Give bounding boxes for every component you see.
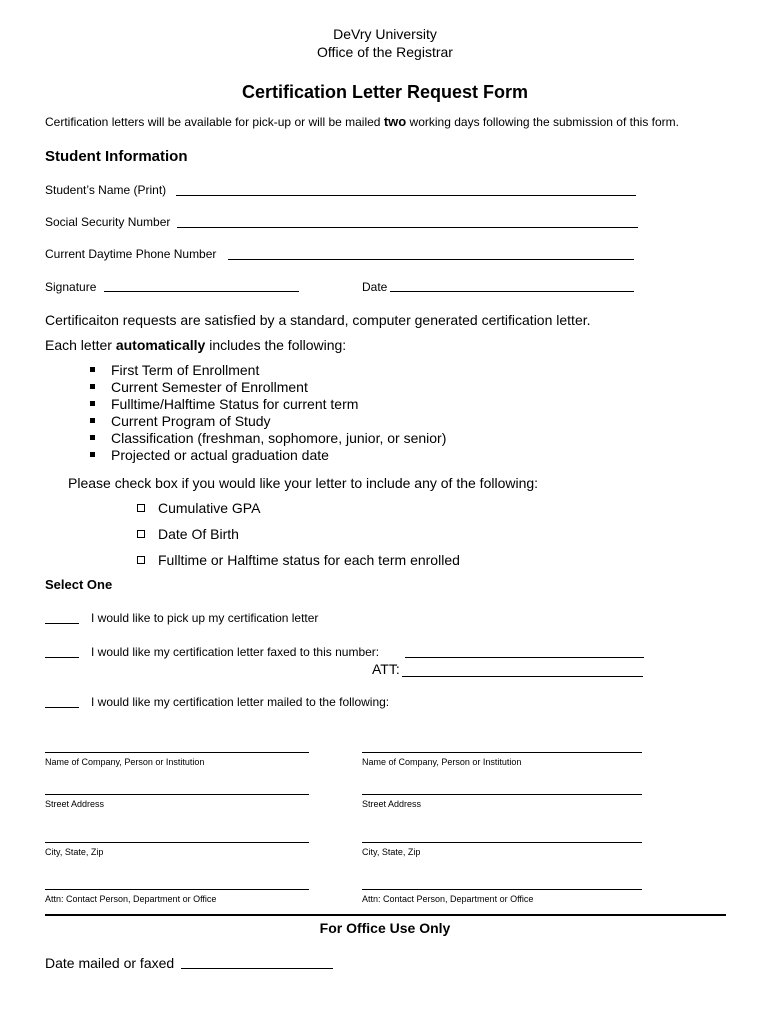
attn-label-left: Attn: Contact Person, Department or Office <box>45 894 217 904</box>
city-state-zip-label-right: City, State, Zip <box>362 847 421 857</box>
form-title: Certification Letter Request Form <box>241 82 529 102</box>
automatic-includes-text: Each letter automatically includes the following: <box>45 337 347 353</box>
date-mailed-label: Date mailed or faxed <box>45 955 175 971</box>
option-dob[interactable]: Date Of Birth <box>137 526 239 542</box>
att-label: ATT: <box>372 661 400 677</box>
bullet-icon <box>90 418 95 423</box>
ssn-label: Social Security Number <box>45 215 171 229</box>
list-item: First Term of Enrollment <box>90 362 446 379</box>
street-address-label-right: Street Address <box>362 799 422 809</box>
date-label: Date <box>362 280 388 294</box>
office-name: Office of the Registrar <box>317 44 453 60</box>
option-term-status[interactable]: Fulltime or Halftime status for each term enrolled <box>137 552 460 568</box>
included-items-list <box>90 362 446 464</box>
student-name-field[interactable] <box>176 195 636 196</box>
city-state-zip-label-left: City, State, Zip <box>45 847 104 857</box>
intro-text: Certificaiton requests are satisfied by a standard, computer generated certification letter. <box>45 312 591 328</box>
company-name-field-right[interactable] <box>362 752 642 753</box>
bullet-icon <box>90 401 95 406</box>
availability-note: Certification letters will be available for pick-up or will be mailed two working days following the submission of this form. <box>45 114 679 129</box>
city-state-zip-field-right[interactable] <box>362 842 642 843</box>
phone-field[interactable] <box>228 259 634 260</box>
mail-selector[interactable] <box>45 707 79 708</box>
bullet-icon <box>90 435 95 440</box>
list-item: Projected or actual graduation date <box>90 447 446 464</box>
signature-field[interactable] <box>104 291 299 292</box>
street-address-label-left: Street Address <box>45 799 105 809</box>
bullet-icon <box>90 452 95 457</box>
list-item: Fulltime/Halftime Status for current term <box>90 396 446 413</box>
option-gpa[interactable]: Cumulative GPA <box>137 500 260 516</box>
signature-label: Signature <box>45 280 97 294</box>
select-one-heading: Select One <box>45 577 113 592</box>
checkbox-icon[interactable] <box>137 530 145 538</box>
company-name-label-left: Name of Company, Person or Institution <box>45 757 205 767</box>
office-use-heading: For Office Use Only <box>319 920 451 936</box>
date-mailed-field[interactable] <box>181 968 333 969</box>
institution-name: DeVry University <box>333 26 437 42</box>
bullet-icon <box>90 384 95 389</box>
list-item: Current Program of Study <box>90 413 446 430</box>
date-field[interactable] <box>390 291 634 292</box>
list-item: Current Semester of Enrollment <box>90 379 446 396</box>
company-name-label-right: Name of Company, Person or Institution <box>362 757 522 767</box>
checkbox-icon[interactable] <box>137 556 145 564</box>
phone-label: Current Daytime Phone Number <box>45 247 217 261</box>
optional-prompt: Please check box if you would like your letter to include any of the following: <box>68 475 539 491</box>
bullet-icon <box>90 367 95 372</box>
office-use-divider <box>45 914 726 916</box>
pickup-selector[interactable] <box>45 623 79 624</box>
ssn-field[interactable] <box>177 227 638 228</box>
list-item: Classification (freshman, sophomore, junior, or senior) <box>90 430 446 447</box>
street-address-field-left[interactable] <box>45 794 309 795</box>
company-name-field-left[interactable] <box>45 752 309 753</box>
mail-option-label: I would like my certification letter mailed to the following: <box>91 695 390 709</box>
checkbox-icon[interactable] <box>137 504 145 512</box>
student-name-label: Student’s Name (Print) <box>45 183 167 197</box>
fax-option-label: I would like my certification letter faxed to this number: <box>91 645 380 659</box>
student-info-heading: Student Information <box>45 148 188 165</box>
street-address-field-right[interactable] <box>362 794 642 795</box>
fax-selector[interactable] <box>45 657 79 658</box>
pickup-option-label: I would like to pick up my certification letter <box>91 611 319 625</box>
attn-field-right[interactable] <box>362 889 642 890</box>
attn-field-left[interactable] <box>45 889 309 890</box>
att-field[interactable] <box>402 676 643 677</box>
attn-label-right: Attn: Contact Person, Department or Office <box>362 894 534 904</box>
city-state-zip-field-left[interactable] <box>45 842 309 843</box>
fax-number-field[interactable] <box>405 657 644 658</box>
